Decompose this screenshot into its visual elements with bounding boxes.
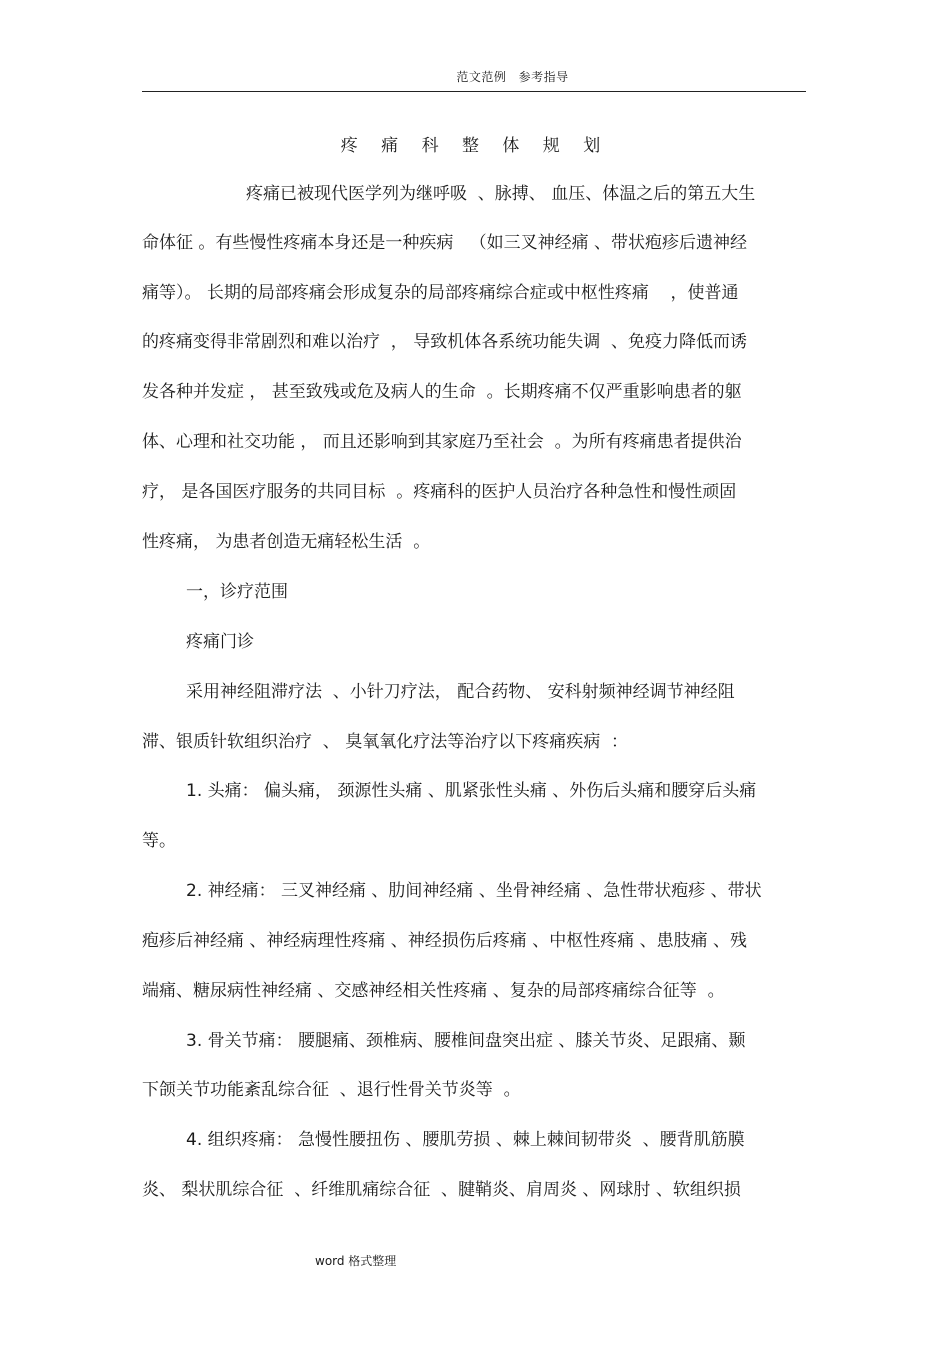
paragraph-line: 发各种并发症 ， 甚至致残或危及病人的生命 。长期疼痛不仅严重影响患者的躯	[142, 382, 742, 402]
list-item-line: 4. 组织疼痛： 急慢性腰扭伤 、腰肌劳损 、棘上棘间韧带炎 、腰背肌筋膜	[186, 1130, 745, 1150]
header-divider	[142, 91, 806, 92]
list-item-line: 端痛、糖尿病性神经痛 、交感神经相关性疼痛 、复杂的局部疼痛综合征等 。	[142, 981, 725, 1001]
paragraph-line: 疗， 是各国医疗服务的共同目标 。疼痛科的医护人员治疗各种急性和慢性顽固	[142, 482, 737, 502]
list-item-line: 等。	[142, 831, 176, 851]
paragraph-line: 命体征 。有些慢性疼痛本身还是一种疾病 （如三叉神经痛 、带状疱疹后遗神经	[142, 233, 748, 253]
list-item-line: 炎、 梨状肌综合征 、纤维肌痛综合征 、腱鞘炎、肩周炎 、网球肘 、软组织损	[142, 1180, 741, 1200]
running-footer: word 格式整理	[315, 1254, 397, 1268]
list-item-line: 疱疹后神经痛 、神经病理性疼痛 、神经损伤后疼痛 、中枢性疼痛 、患肢痛 、残	[142, 931, 748, 951]
paragraph-line: 的疼痛变得非常剧烈和难以治疗 ， 导致机体各系统功能失调 、免疫力降低而诱	[142, 332, 748, 352]
document-title: 疼 痛 科 整 体 规 划	[340, 136, 610, 156]
paragraph-line: 性疼痛， 为患者创造无痛轻松生活 。	[142, 532, 431, 552]
paragraph-line: 采用神经阻滞疗法 、小针刀疗法， 配合药物、 安科射频神经调节神经阻	[186, 682, 735, 702]
list-item-line: 2. 神经痛： 三叉神经痛 、肋间神经痛 、坐骨神经痛 、急性带状疱疹 、带状	[186, 881, 762, 901]
running-header: 范文范例 参考指导	[456, 70, 569, 84]
paragraph-line: 疼痛已被现代医学列为继呼吸 、脉搏、 血压、体温之后的第五大生	[246, 184, 756, 204]
list-item-line: 下颌关节功能紊乱综合征 、退行性骨关节炎等 。	[142, 1080, 521, 1100]
list-item-line: 3. 骨关节痛： 腰腿痛、颈椎病、腰椎间盘突出症 、膝关节炎、足跟痛、颞	[186, 1031, 746, 1051]
paragraph-line: 痛等）。 长期的局部疼痛会形成复杂的局部疼痛综合症或中枢性疼痛 ，使普通	[142, 283, 739, 303]
list-item-line: 1. 头痛： 偏头痛， 颈源性头痛 、肌紧张性头痛 、外伤后头痛和腰穿后头痛	[186, 781, 757, 801]
paragraph-line: 体、心理和社交功能 ， 而且还影响到其家庭乃至社会 。为所有疼痛患者提供治	[142, 432, 742, 452]
section-heading: 一，诊疗范围	[186, 582, 288, 602]
paragraph-line: 滞、银质针软组织治疗 、 臭氧氧化疗法等治疗以下疼痛疾病 ：	[142, 732, 629, 752]
subsection-heading: 疼痛门诊	[186, 632, 254, 652]
